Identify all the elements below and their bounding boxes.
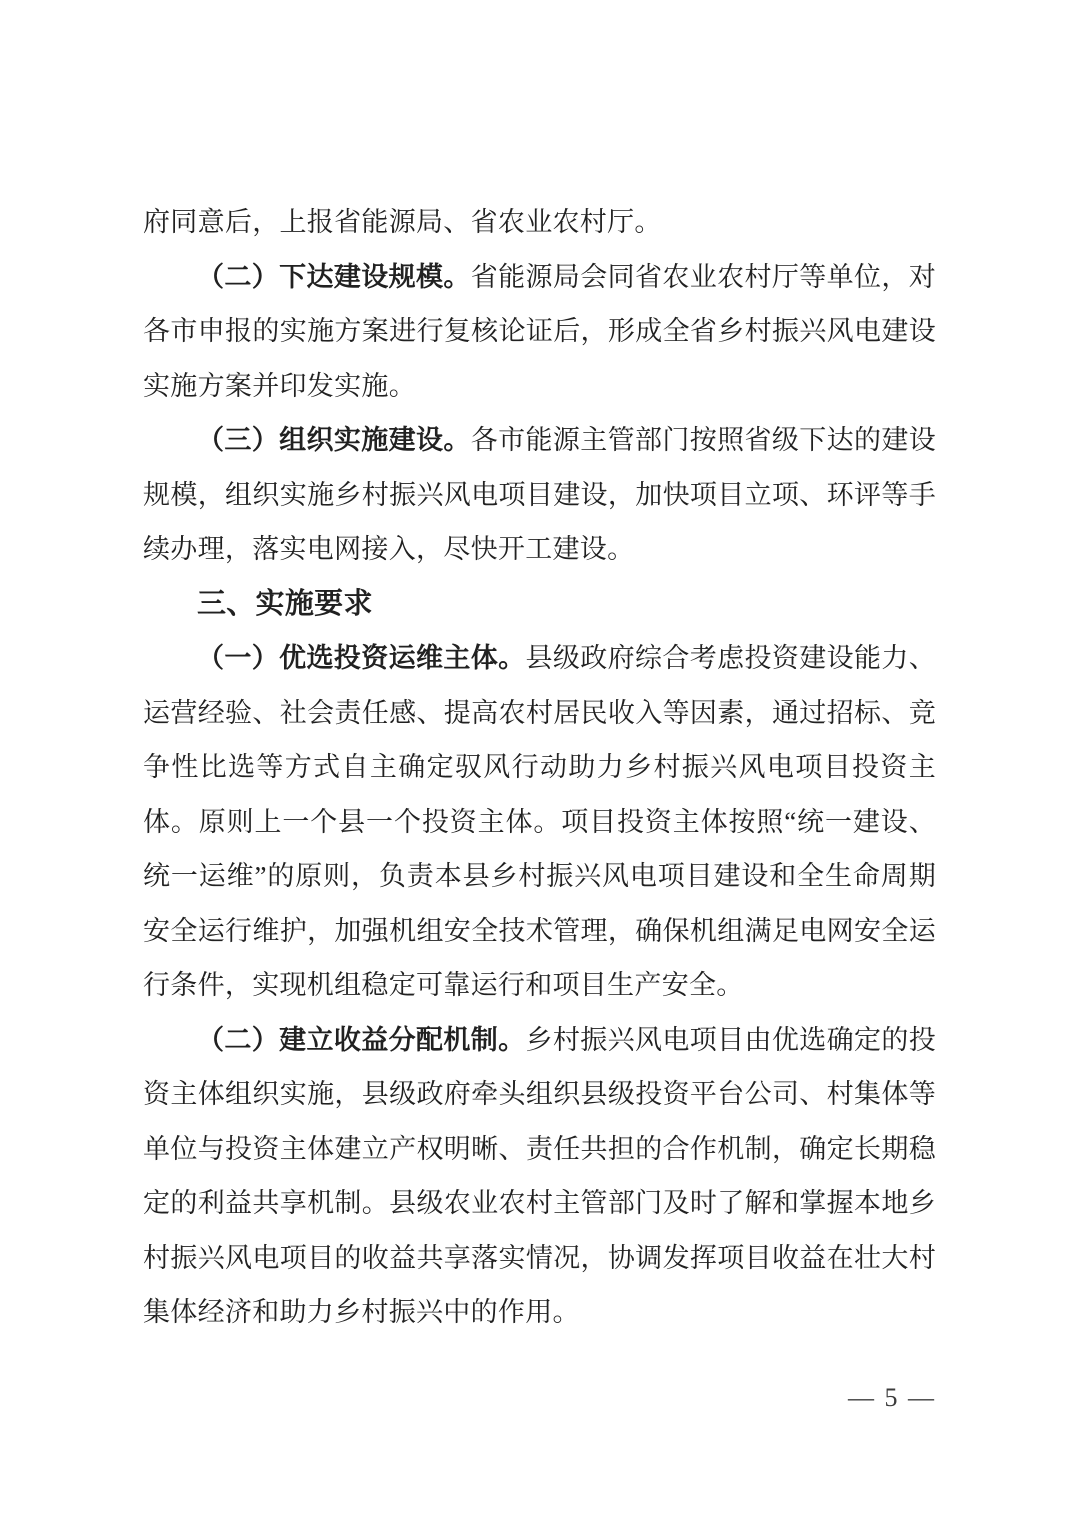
paragraph-text: 府同意后，上报省能源局、省农业农村厅。 xyxy=(143,207,662,237)
paragraph-lead: （二）建立收益分配机制。 xyxy=(197,1024,526,1055)
paragraph-lead: （二）下达建设规模。 xyxy=(197,261,471,292)
body-paragraph xyxy=(143,631,936,1013)
body-paragraph xyxy=(143,195,936,250)
section-heading: 三、实施要求 xyxy=(196,587,373,620)
paragraph-text: 乡村振兴风电项目由优选确定的投资主体组织实施，县级政府牵头组织县级投资平台公司、村集体等单位与投资主体建立产权明晰、责任共担的合作机制，确定长期稳定的利益共享机制。县级农业农村主管部门及时了解和掌握本地乡村振兴风电项目的收益共享落实情况，协调发挥项目收益在壮大村集体经济和助力乡村振兴中的作用。 xyxy=(143,1024,937,1327)
page-number: — 5 — xyxy=(848,1383,936,1412)
paragraph-text: 省能源局会同省农业农村厅等单位，对各市申报的实施方案进行复核论证后，形成全省乡村振兴风电建设实施方案并印发实施。 xyxy=(143,261,936,401)
paragraph-text: 各市能源主管部门按照省级下达的建设规模，组织实施乡村振兴风电项目建设，加快项目立项、环评等手续办理，落实电网接入，尽快开工建设。 xyxy=(143,425,936,564)
paragraph-lead: （三）组织实施建设。 xyxy=(197,425,471,455)
document-body xyxy=(143,195,936,1340)
paragraph-lead: （一）优选投资运维主体。 xyxy=(197,643,526,673)
body-paragraph xyxy=(143,413,936,577)
paragraph-text: 县级政府综合考虑投资建设能力、运营经验、社会责任感、提高农村居民收入等因素，通过招标、竞争性比选等方式自主确定驭风行动助力乡村振兴风电项目投资主体。原则上一个县一个投资主体。项目投资主体按照“统一建设、统一运维”的原则，负责本县乡村振兴风电项目建设和全生命周期安全运行维护，加强机组安全技术管理，确保机组满足电网安全运行条件，实现机组稳定可靠运行和项目生产安全。 xyxy=(143,643,937,1000)
body-paragraph xyxy=(143,1013,936,1340)
body-paragraph xyxy=(143,250,936,414)
